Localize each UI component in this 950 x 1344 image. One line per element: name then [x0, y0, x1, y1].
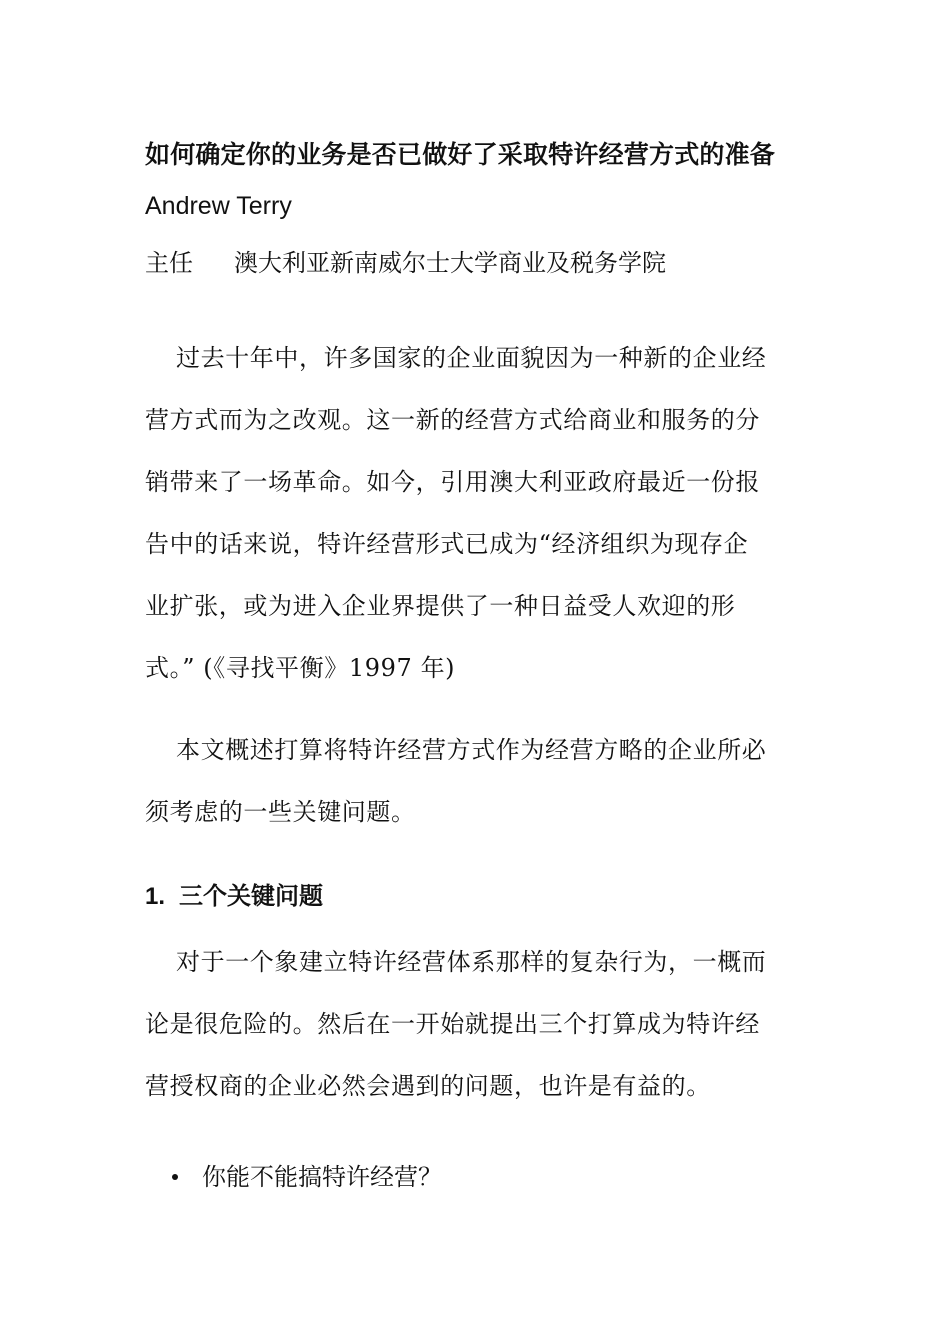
- author-affiliation: [145, 243, 666, 278]
- paragraph-intro: [145, 327, 809, 699]
- bullet-text: 你能不能搞特许经营？: [202, 1163, 442, 1191]
- paragraph-line: 须考虑的一些关键问题。: [145, 798, 416, 826]
- paragraph-key-questions: [145, 931, 809, 1117]
- paragraph-overview: [145, 719, 809, 843]
- paragraph-line: 告中的话来说，特许经营形式已成为“经济组织为现存企: [145, 530, 749, 558]
- section-heading: [145, 876, 323, 911]
- section-number: 1.: [145, 883, 166, 910]
- paragraph-line: 营授权商的企业必然会遇到的问题，也许是有益的。: [145, 1072, 711, 1100]
- paragraph-line: 论是很危险的。然后在一开始就提出三个打算成为特许经: [145, 1010, 760, 1038]
- affiliation-institution: 澳大利亚新南威尔士大学商业及税务学院: [234, 249, 666, 277]
- paragraph-line: 营方式而为之改观。这一新的经营方式给商业和服务的分: [145, 406, 760, 434]
- paragraph-line: 式。” (《寻找平衡》1997 年): [145, 654, 456, 682]
- paragraph-line: 对于一个象建立特许经营体系那样的复杂行为，一概而: [176, 948, 767, 976]
- paragraph-line: 过去十年中，许多国家的企业面貌因为一种新的企业经: [176, 344, 767, 372]
- paragraph-line: 本文概述打算将特许经营方式作为经营方略的企业所必: [176, 736, 767, 764]
- paragraph-line: 业扩张，或为进入企业界提供了一种日益受人欢迎的形: [145, 592, 736, 620]
- author-name: Andrew Terry: [145, 192, 292, 220]
- section-title: 三个关键问题: [179, 882, 324, 910]
- bullet-dot-icon: [172, 1174, 178, 1180]
- document-title: 如何确定你的业务是否已做好了采取特许经营方式的准备: [145, 140, 776, 169]
- paragraph-line: 销带来了一场革命。如今，引用澳大利亚政府最近一份报: [145, 468, 760, 496]
- bullet-list-item: [172, 1157, 442, 1192]
- affiliation-role: 主任: [145, 249, 193, 277]
